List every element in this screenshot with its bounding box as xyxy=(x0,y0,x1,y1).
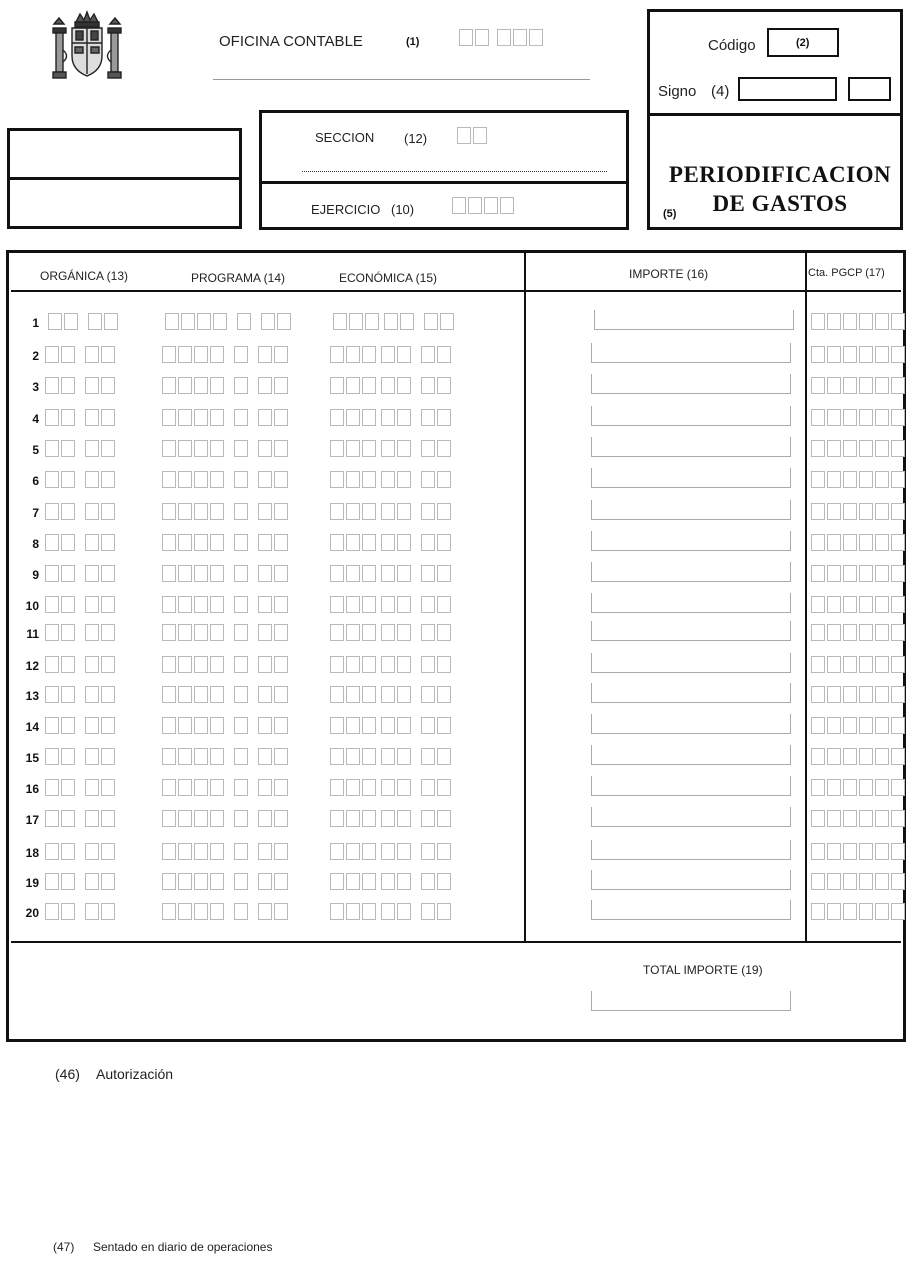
cta-pgcp-field[interactable] xyxy=(811,873,905,890)
importe-field[interactable] xyxy=(591,840,791,860)
organica-part-2[interactable] xyxy=(85,624,115,641)
codigo-label: Código xyxy=(708,37,756,54)
economica-part-3[interactable] xyxy=(421,843,451,860)
organica-part-1[interactable] xyxy=(45,843,75,860)
organica-part-2[interactable] xyxy=(85,596,115,613)
organica-part-1[interactable] xyxy=(48,313,78,330)
row-number: 12 xyxy=(25,659,39,673)
programa-part-1[interactable] xyxy=(162,596,224,613)
sentado-label: Sentado en diario de operaciones xyxy=(93,1240,273,1254)
programa-part-1[interactable] xyxy=(162,843,224,860)
organica-part-1[interactable] xyxy=(45,656,75,673)
economica-part-1[interactable] xyxy=(330,717,376,734)
row-number: 18 xyxy=(25,846,39,860)
organica-part-2[interactable] xyxy=(85,873,115,890)
organica-part-2[interactable] xyxy=(85,717,115,734)
economica-part-1[interactable] xyxy=(330,903,376,920)
organica-part-2[interactable] xyxy=(85,346,115,363)
programa-part-2[interactable] xyxy=(234,779,248,796)
importe-field[interactable] xyxy=(591,468,791,488)
economica-part-1[interactable] xyxy=(330,779,376,796)
organica-part-2[interactable] xyxy=(85,409,115,426)
programa-part-1[interactable] xyxy=(162,534,224,551)
seccion-dotted-line xyxy=(302,171,607,172)
organica-part-2[interactable] xyxy=(88,313,118,330)
ejercicio-label: EJERCICIO xyxy=(311,202,381,217)
signo-label: Signo xyxy=(658,83,697,100)
signo-ref: (4) xyxy=(711,83,730,100)
oficina-contable-field[interactable] xyxy=(459,29,543,46)
economica-part-1[interactable] xyxy=(330,843,376,860)
economica-part-3[interactable] xyxy=(421,377,451,394)
organica-part-1[interactable] xyxy=(45,624,75,641)
organica-part-2[interactable] xyxy=(85,377,115,394)
organica-part-2[interactable] xyxy=(85,440,115,457)
importe-field[interactable] xyxy=(591,500,791,520)
economica-part-2[interactable] xyxy=(381,686,411,703)
cta-pgcp-field[interactable] xyxy=(811,471,905,488)
programa-part-3[interactable] xyxy=(258,903,288,920)
total-importe-field[interactable] xyxy=(591,991,791,1011)
economica-part-3[interactable] xyxy=(421,534,451,551)
programa-part-1[interactable] xyxy=(162,873,224,890)
economica-part-3[interactable] xyxy=(421,717,451,734)
economica-part-3[interactable] xyxy=(424,313,454,330)
economica-part-2[interactable] xyxy=(381,903,411,920)
title-line-1: PERIODIFICACION xyxy=(668,162,892,187)
organica-part-1[interactable] xyxy=(45,810,75,827)
programa-part-3[interactable] xyxy=(258,534,288,551)
col-economica: ECONÓMICA (15) xyxy=(339,271,438,285)
codigo-divider xyxy=(647,113,903,116)
row-number: 6 xyxy=(32,474,39,488)
economica-part-1[interactable] xyxy=(330,873,376,890)
programa-part-2[interactable] xyxy=(234,656,248,673)
programa-part-1[interactable] xyxy=(162,377,224,394)
left-box-divider xyxy=(7,177,242,180)
programa-part-1[interactable] xyxy=(162,409,224,426)
organica-part-1[interactable] xyxy=(45,409,75,426)
programa-part-2[interactable] xyxy=(234,717,248,734)
economica-part-1[interactable] xyxy=(330,565,376,582)
row-number: 7 xyxy=(32,506,39,520)
economica-part-2[interactable] xyxy=(381,843,411,860)
table-vline-2 xyxy=(805,253,807,943)
row-number: 3 xyxy=(32,380,39,394)
row-number: 5 xyxy=(32,443,39,457)
economica-part-1[interactable] xyxy=(330,686,376,703)
cta-pgcp-field[interactable] xyxy=(811,503,905,520)
economica-part-1[interactable] xyxy=(330,624,376,641)
importe-field[interactable] xyxy=(591,621,791,641)
programa-part-2[interactable] xyxy=(234,440,248,457)
row-number: 1 xyxy=(32,316,39,330)
importe-field[interactable] xyxy=(591,776,791,796)
economica-part-3[interactable] xyxy=(421,686,451,703)
programa-part-1[interactable] xyxy=(165,313,227,330)
programa-part-1[interactable] xyxy=(162,346,224,363)
cta-pgcp-field[interactable] xyxy=(811,596,905,613)
programa-part-2[interactable] xyxy=(234,409,248,426)
cta-pgcp-field[interactable] xyxy=(811,624,905,641)
cta-pgcp-field[interactable] xyxy=(811,810,905,827)
importe-field[interactable] xyxy=(591,714,791,734)
organica-part-2[interactable] xyxy=(85,843,115,860)
row-number: 9 xyxy=(32,568,39,582)
economica-part-2[interactable] xyxy=(381,717,411,734)
programa-part-3[interactable] xyxy=(258,779,288,796)
economica-part-2[interactable] xyxy=(381,471,411,488)
programa-part-3[interactable] xyxy=(258,596,288,613)
economica-part-1[interactable] xyxy=(330,534,376,551)
programa-part-3[interactable] xyxy=(258,748,288,765)
col-organica: ORGÁNICA (13) xyxy=(40,269,129,283)
programa-part-2[interactable] xyxy=(234,843,248,860)
title-ref: (5) xyxy=(663,208,677,220)
seccion-ref: (12) xyxy=(404,131,428,146)
programa-part-2[interactable] xyxy=(234,346,248,363)
programa-part-2[interactable] xyxy=(234,534,248,551)
cta-pgcp-field[interactable] xyxy=(811,377,905,394)
cta-pgcp-field[interactable] xyxy=(811,440,905,457)
economica-part-2[interactable] xyxy=(381,346,411,363)
organica-part-1[interactable] xyxy=(45,471,75,488)
cta-pgcp-field[interactable] xyxy=(811,748,905,765)
organica-part-1[interactable] xyxy=(45,596,75,613)
economica-part-1[interactable] xyxy=(330,596,376,613)
oficina-contable-ref: (1) xyxy=(406,36,420,48)
programa-part-2[interactable] xyxy=(234,565,248,582)
economica-part-3[interactable] xyxy=(421,903,451,920)
importe-field[interactable] xyxy=(591,406,791,426)
programa-part-1[interactable] xyxy=(162,717,224,734)
cta-pgcp-field[interactable] xyxy=(811,409,905,426)
row-number: 11 xyxy=(26,627,39,641)
economica-part-3[interactable] xyxy=(421,596,451,613)
programa-part-2[interactable] xyxy=(237,313,251,330)
programa-part-3[interactable] xyxy=(261,313,291,330)
economica-part-2[interactable] xyxy=(381,377,411,394)
economica-part-3[interactable] xyxy=(421,471,451,488)
row-number: 16 xyxy=(25,782,39,796)
organica-part-1[interactable] xyxy=(45,565,75,582)
programa-part-2[interactable] xyxy=(234,624,248,641)
row-number: 14 xyxy=(25,720,39,734)
economica-part-2[interactable] xyxy=(381,409,411,426)
economica-part-2[interactable] xyxy=(381,748,411,765)
organica-part-2[interactable] xyxy=(85,903,115,920)
row-number: 13 xyxy=(25,689,39,703)
importe-field[interactable] xyxy=(591,900,791,920)
importe-field[interactable] xyxy=(594,310,794,330)
economica-part-1[interactable] xyxy=(330,471,376,488)
col-programa: PROGRAMA (14) xyxy=(191,271,286,285)
organica-part-1[interactable] xyxy=(45,346,75,363)
row-number: 4 xyxy=(32,412,39,426)
economica-part-1[interactable] xyxy=(330,748,376,765)
economica-part-1[interactable] xyxy=(330,409,376,426)
economica-part-2[interactable] xyxy=(381,503,411,520)
table-bottom-line xyxy=(11,941,901,943)
seccion-divider xyxy=(259,181,629,184)
organica-part-1[interactable] xyxy=(45,748,75,765)
organica-part-1[interactable] xyxy=(45,717,75,734)
cta-pgcp-field[interactable] xyxy=(811,565,905,582)
programa-part-1[interactable] xyxy=(162,810,224,827)
programa-part-3[interactable] xyxy=(258,656,288,673)
economica-part-3[interactable] xyxy=(421,656,451,673)
ejercicio-ref: (10) xyxy=(391,202,415,217)
organica-part-2[interactable] xyxy=(85,748,115,765)
programa-part-3[interactable] xyxy=(258,471,288,488)
programa-part-2[interactable] xyxy=(234,471,248,488)
cta-pgcp-field[interactable] xyxy=(811,843,905,860)
organica-part-1[interactable] xyxy=(45,534,75,551)
economica-part-1[interactable] xyxy=(330,503,376,520)
row-number: 17 xyxy=(25,813,39,827)
programa-part-2[interactable] xyxy=(234,686,248,703)
cta-pgcp-field[interactable] xyxy=(811,717,905,734)
programa-part-2[interactable] xyxy=(234,377,248,394)
codigo-field[interactable] xyxy=(767,28,839,57)
importe-field[interactable] xyxy=(591,745,791,765)
programa-part-2[interactable] xyxy=(234,810,248,827)
total-importe-label: TOTAL IMPORTE (19) xyxy=(643,963,763,977)
economica-part-2[interactable] xyxy=(381,534,411,551)
economica-part-2[interactable] xyxy=(381,656,411,673)
codigo-ref: (2) xyxy=(796,37,810,49)
row-number: 2 xyxy=(32,349,39,363)
programa-part-3[interactable] xyxy=(258,873,288,890)
programa-part-3[interactable] xyxy=(258,810,288,827)
economica-part-3[interactable] xyxy=(421,440,451,457)
programa-part-3[interactable] xyxy=(258,624,288,641)
organica-part-1[interactable] xyxy=(45,440,75,457)
programa-part-2[interactable] xyxy=(234,596,248,613)
programa-part-2[interactable] xyxy=(234,748,248,765)
organica-part-1[interactable] xyxy=(45,377,75,394)
economica-part-1[interactable] xyxy=(330,656,376,673)
ejercicio-field[interactable] xyxy=(452,197,514,214)
main-table xyxy=(6,250,906,1042)
economica-part-1[interactable] xyxy=(330,346,376,363)
organica-part-2[interactable] xyxy=(85,656,115,673)
organica-part-1[interactable] xyxy=(45,873,75,890)
economica-part-2[interactable] xyxy=(381,624,411,641)
economica-part-2[interactable] xyxy=(381,779,411,796)
organica-part-2[interactable] xyxy=(85,534,115,551)
economica-part-2[interactable] xyxy=(381,596,411,613)
programa-part-3[interactable] xyxy=(258,440,288,457)
economica-part-2[interactable] xyxy=(381,873,411,890)
economica-part-3[interactable] xyxy=(421,624,451,641)
importe-field[interactable] xyxy=(591,437,791,457)
importe-field[interactable] xyxy=(591,374,791,394)
importe-field[interactable] xyxy=(591,870,791,890)
organica-part-2[interactable] xyxy=(85,503,115,520)
row-number: 10 xyxy=(25,599,39,613)
economica-part-1[interactable] xyxy=(330,810,376,827)
programa-part-1[interactable] xyxy=(162,779,224,796)
programa-part-2[interactable] xyxy=(234,903,248,920)
programa-part-3[interactable] xyxy=(258,409,288,426)
cta-pgcp-field[interactable] xyxy=(811,903,905,920)
economica-part-3[interactable] xyxy=(421,873,451,890)
table-header-line xyxy=(11,290,901,292)
organica-part-1[interactable] xyxy=(45,503,75,520)
signo-field[interactable] xyxy=(738,77,837,101)
importe-field[interactable] xyxy=(591,807,791,827)
programa-part-3[interactable] xyxy=(258,346,288,363)
programa-part-1[interactable] xyxy=(162,748,224,765)
programa-part-1[interactable] xyxy=(162,903,224,920)
oficina-contable-label: OFICINA CONTABLE xyxy=(219,33,363,50)
autorizacion-label: Autorización xyxy=(96,1066,174,1082)
economica-part-1[interactable] xyxy=(330,377,376,394)
economica-part-2[interactable] xyxy=(381,810,411,827)
importe-field[interactable] xyxy=(591,531,791,551)
economica-part-3[interactable] xyxy=(421,748,451,765)
organica-part-2[interactable] xyxy=(85,779,115,796)
programa-part-1[interactable] xyxy=(162,686,224,703)
organica-part-2[interactable] xyxy=(85,471,115,488)
form-title xyxy=(660,160,900,218)
programa-part-1[interactable] xyxy=(162,503,224,520)
programa-part-3[interactable] xyxy=(258,503,288,520)
signo-field-2[interactable] xyxy=(848,77,891,101)
economica-part-2[interactable] xyxy=(381,440,411,457)
programa-part-1[interactable] xyxy=(162,565,224,582)
cta-pgcp-field[interactable] xyxy=(811,686,905,703)
economica-part-3[interactable] xyxy=(421,503,451,520)
seccion-field[interactable] xyxy=(457,127,487,144)
economica-part-3[interactable] xyxy=(421,346,451,363)
economica-part-3[interactable] xyxy=(421,565,451,582)
economica-part-1[interactable] xyxy=(330,440,376,457)
programa-part-3[interactable] xyxy=(258,686,288,703)
table-vline-1 xyxy=(524,253,526,943)
col-importe: IMPORTE (16) xyxy=(629,267,709,281)
oficina-underline xyxy=(213,79,590,80)
programa-part-3[interactable] xyxy=(258,717,288,734)
cta-pgcp-field[interactable] xyxy=(811,779,905,796)
row-number: 20 xyxy=(25,906,39,920)
cta-pgcp-field[interactable] xyxy=(811,534,905,551)
economica-part-2[interactable] xyxy=(384,313,414,330)
economica-part-3[interactable] xyxy=(421,409,451,426)
coat-of-arms-icon xyxy=(50,10,124,84)
economica-part-2[interactable] xyxy=(381,565,411,582)
programa-part-1[interactable] xyxy=(162,656,224,673)
organica-part-2[interactable] xyxy=(85,565,115,582)
programa-part-2[interactable] xyxy=(234,503,248,520)
importe-field[interactable] xyxy=(591,593,791,613)
programa-part-1[interactable] xyxy=(162,471,224,488)
organica-part-2[interactable] xyxy=(85,810,115,827)
importe-field[interactable] xyxy=(591,683,791,703)
programa-part-3[interactable] xyxy=(258,377,288,394)
sentado-ref: (47) xyxy=(53,1240,75,1254)
economica-part-1[interactable] xyxy=(333,313,379,330)
organica-part-2[interactable] xyxy=(85,686,115,703)
row-number: 8 xyxy=(32,537,39,551)
row-number: 15 xyxy=(25,751,39,765)
seccion-label: SECCION xyxy=(315,130,375,145)
organica-part-1[interactable] xyxy=(45,903,75,920)
importe-field[interactable] xyxy=(591,562,791,582)
cta-pgcp-field[interactable] xyxy=(811,313,905,330)
col-cta-pgcp: Cta. PGCP (17) xyxy=(808,267,885,279)
programa-part-2[interactable] xyxy=(234,873,248,890)
programa-part-3[interactable] xyxy=(258,843,288,860)
autorizacion-ref: (46) xyxy=(55,1066,80,1082)
importe-field[interactable] xyxy=(591,653,791,673)
economica-part-3[interactable] xyxy=(421,779,451,796)
title-line-2: DE GASTOS xyxy=(712,191,848,216)
programa-part-1[interactable] xyxy=(162,440,224,457)
programa-part-1[interactable] xyxy=(162,624,224,641)
cta-pgcp-field[interactable] xyxy=(811,656,905,673)
cta-pgcp-field[interactable] xyxy=(811,346,905,363)
importe-field[interactable] xyxy=(591,343,791,363)
organica-part-1[interactable] xyxy=(45,686,75,703)
organica-part-1[interactable] xyxy=(45,779,75,796)
economica-part-3[interactable] xyxy=(421,810,451,827)
programa-part-3[interactable] xyxy=(258,565,288,582)
row-number: 19 xyxy=(25,876,39,890)
